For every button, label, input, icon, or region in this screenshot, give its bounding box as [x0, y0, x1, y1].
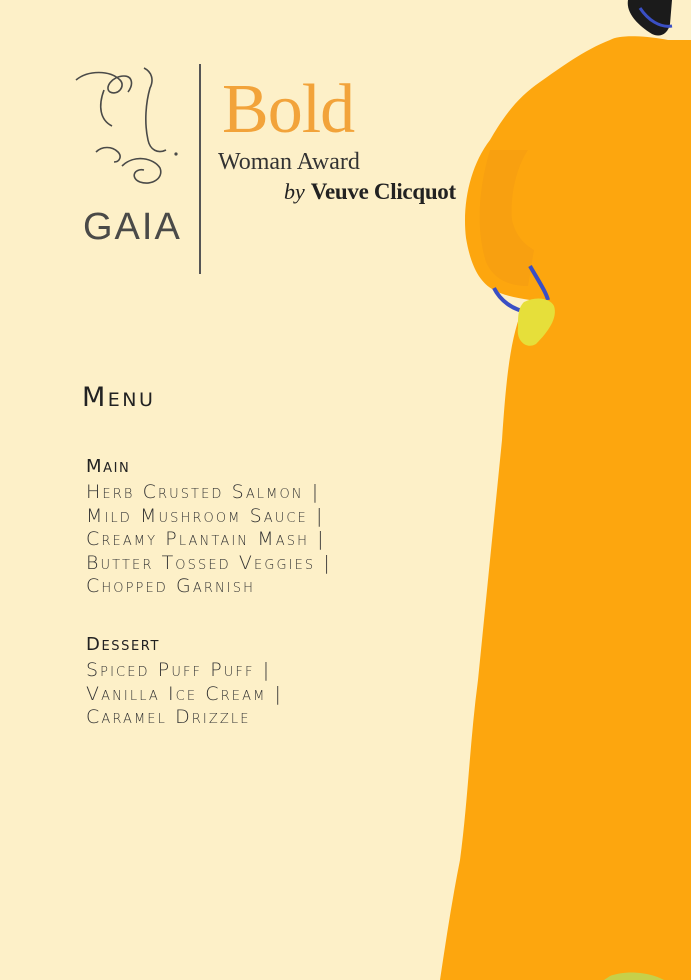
- by-text: by: [284, 179, 305, 204]
- sponsor-line: [284, 180, 456, 203]
- section-title: Main: [86, 456, 131, 477]
- menu-item: Mild Mushroom Sauce |: [86, 504, 325, 527]
- menu-item: Spiced Puff Puff |: [86, 659, 272, 681]
- menu-title: Menu: [82, 382, 156, 413]
- menu-section-dessert: [86, 634, 283, 730]
- menu-item: Caramel Drizzle: [86, 706, 251, 729]
- gaia-logo-word: GAIA: [83, 206, 182, 248]
- menu-item: Herb Crusted Salmon |: [86, 481, 321, 503]
- dress-shape: [440, 36, 691, 980]
- menu-item: Vanilla Ice Cream |: [86, 682, 284, 705]
- menu-section-main: [86, 456, 332, 599]
- menu-item: Creamy Plantain Mash |: [86, 528, 326, 551]
- section-title: Dessert: [86, 634, 161, 655]
- gaia-face-line-art-icon: [68, 62, 188, 202]
- menu-item: Butter Tossed Veggies |: [86, 551, 332, 574]
- award-subtitle: Woman Award: [218, 149, 360, 175]
- logo-divider: [199, 64, 201, 274]
- sponsor-name: Veuve Clicquot: [310, 179, 456, 204]
- award-title: Bold: [222, 71, 355, 148]
- menu-item: Chopped Garnish: [86, 575, 255, 598]
